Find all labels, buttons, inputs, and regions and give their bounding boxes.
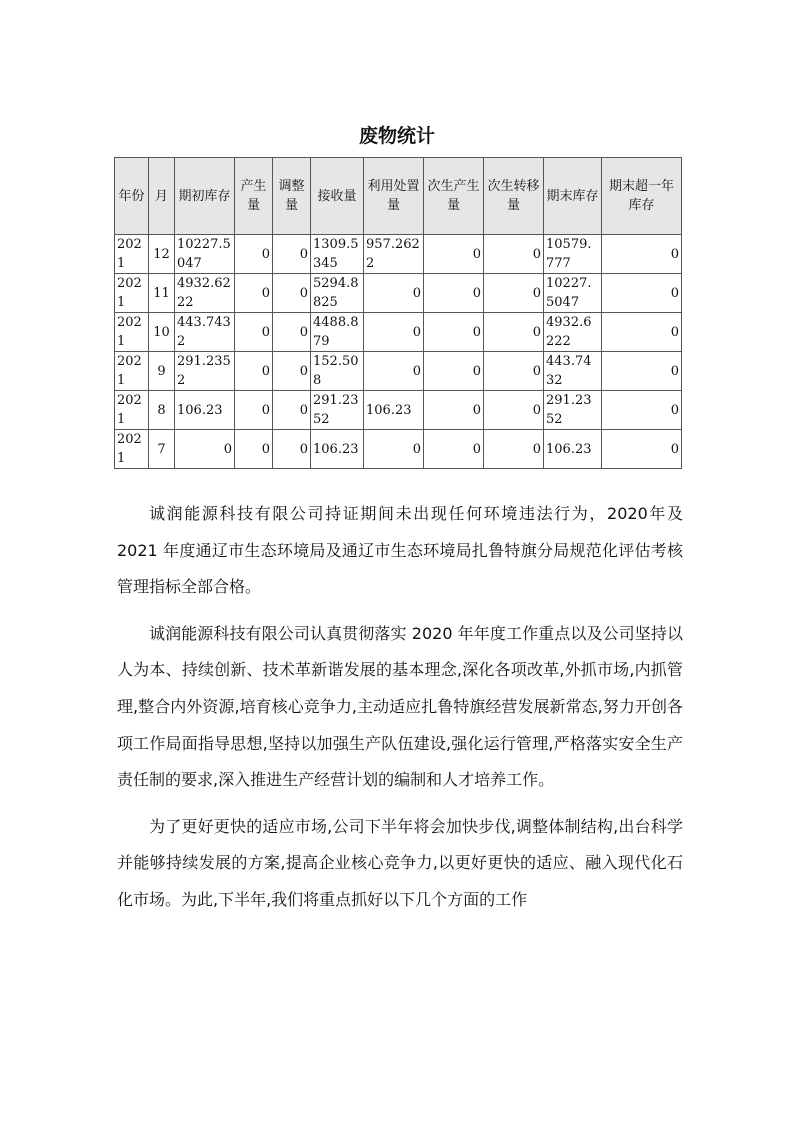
cell-produced: 0 bbox=[235, 352, 273, 391]
cell-adjusted: 0 bbox=[273, 235, 311, 274]
cell-received: 106.23 bbox=[311, 430, 364, 469]
cell-produced: 0 bbox=[235, 430, 273, 469]
cell-adjusted: 0 bbox=[273, 430, 311, 469]
cell-adjusted: 0 bbox=[273, 352, 311, 391]
header-utilized: 利用处置量 bbox=[364, 158, 424, 235]
header-year: 年份 bbox=[115, 158, 149, 235]
cell-secondary-transferred: 0 bbox=[484, 391, 544, 430]
cell-opening: 291.2352 bbox=[175, 352, 235, 391]
cell-utilized: 106.23 bbox=[364, 391, 424, 430]
cell-adjusted: 0 bbox=[273, 274, 311, 313]
cell-secondary-produced: 0 bbox=[424, 235, 484, 274]
cell-year: 2021 bbox=[115, 274, 149, 313]
cell-closing: 4932.6222 bbox=[544, 313, 602, 352]
cell-over-one-year: 0 bbox=[602, 313, 682, 352]
cell-produced: 0 bbox=[235, 274, 273, 313]
cell-month: 12 bbox=[149, 235, 175, 274]
cell-closing: 106.23 bbox=[544, 430, 602, 469]
cell-utilized: 0 bbox=[364, 274, 424, 313]
cell-produced: 0 bbox=[235, 235, 273, 274]
header-closing-stock: 期末库存 bbox=[544, 158, 602, 235]
cell-year: 2021 bbox=[115, 430, 149, 469]
cell-over-one-year: 0 bbox=[602, 391, 682, 430]
cell-year: 2021 bbox=[115, 313, 149, 352]
cell-opening: 106.23 bbox=[175, 391, 235, 430]
cell-secondary-transferred: 0 bbox=[484, 313, 544, 352]
cell-received: 1309.5345 bbox=[311, 235, 364, 274]
header-opening-stock: 期初库存 bbox=[175, 158, 235, 235]
paragraph-work-focus: 诚润能源科技有限公司认真贯彻落实 2020 年年度工作重点以及公司坚持以人为本、持续创新、技术革新谐发展的基本理念,深化各项改革,外抓市场,内抓管理,整合内外资源,培育核心竞争力,主动适应扎鲁特旗经营发展新常态,努力开创各项工作局面指导思想,坚持以加强生产队伍建设,强化运行管理,严格落实安全生产责任制的要求,深入推进生产经营计划的编制和人才培养工作。 bbox=[117, 623, 683, 790]
cell-secondary-transferred: 0 bbox=[484, 430, 544, 469]
cell-secondary-transferred: 0 bbox=[484, 352, 544, 391]
header-month: 月 bbox=[149, 158, 175, 235]
header-secondary-transferred: 次生转移量 bbox=[484, 158, 544, 235]
cell-opening: 10227.5047 bbox=[175, 235, 235, 274]
body-text bbox=[117, 496, 683, 929]
header-over-one-year: 期末超一年库存 bbox=[602, 158, 682, 235]
header-secondary-produced: 次生产生量 bbox=[424, 158, 484, 235]
cell-received: 4488.879 bbox=[311, 313, 364, 352]
cell-month: 11 bbox=[149, 274, 175, 313]
cell-secondary-produced: 0 bbox=[424, 391, 484, 430]
cell-closing: 291.2352 bbox=[544, 391, 602, 430]
cell-month: 8 bbox=[149, 391, 175, 430]
table-row bbox=[115, 235, 682, 274]
cell-over-one-year: 0 bbox=[602, 274, 682, 313]
waste-statistics-table bbox=[114, 157, 682, 469]
cell-received: 5294.8825 bbox=[311, 274, 364, 313]
cell-adjusted: 0 bbox=[273, 391, 311, 430]
cell-secondary-transferred: 0 bbox=[484, 274, 544, 313]
table-header-row bbox=[115, 158, 682, 235]
table-row bbox=[115, 391, 682, 430]
table-row bbox=[115, 352, 682, 391]
cell-month: 7 bbox=[149, 430, 175, 469]
cell-year: 2021 bbox=[115, 391, 149, 430]
table-row bbox=[115, 313, 682, 352]
cell-received: 152.508 bbox=[311, 352, 364, 391]
cell-year: 2021 bbox=[115, 352, 149, 391]
cell-received: 291.2352 bbox=[311, 391, 364, 430]
cell-utilized: 0 bbox=[364, 313, 424, 352]
cell-produced: 0 bbox=[235, 313, 273, 352]
header-received: 接收量 bbox=[311, 158, 364, 235]
cell-secondary-transferred: 0 bbox=[484, 235, 544, 274]
cell-opening: 4932.6222 bbox=[175, 274, 235, 313]
table-row bbox=[115, 274, 682, 313]
cell-over-one-year: 0 bbox=[602, 352, 682, 391]
page-title: 废物统计 bbox=[358, 125, 435, 147]
cell-month: 9 bbox=[149, 352, 175, 391]
cell-secondary-produced: 0 bbox=[424, 352, 484, 391]
cell-produced: 0 bbox=[235, 391, 273, 430]
cell-closing: 443.7432 bbox=[544, 352, 602, 391]
header-produced: 产生量 bbox=[235, 158, 273, 235]
paragraph-second-half-plan: 为了更好更快的适应市场,公司下半年将会加快步伐,调整体制结构,出台科学并能够持续发展的方案,提高企业核心竞争力,以更好更快的适应、融入现代化石化市场。为此,下半年,我们将重点抓好以下几个方面的工作 bbox=[117, 816, 683, 909]
table-row bbox=[115, 430, 682, 469]
cell-utilized: 957.2622 bbox=[364, 235, 424, 274]
cell-over-one-year: 0 bbox=[602, 430, 682, 469]
cell-month: 10 bbox=[149, 313, 175, 352]
cell-year: 2021 bbox=[115, 235, 149, 274]
cell-over-one-year: 0 bbox=[602, 235, 682, 274]
cell-closing: 10579.777 bbox=[544, 235, 602, 274]
cell-secondary-produced: 0 bbox=[424, 313, 484, 352]
cell-utilized: 0 bbox=[364, 352, 424, 391]
cell-adjusted: 0 bbox=[273, 313, 311, 352]
paragraph-compliance: 诚润能源科技有限公司持证期间未出现任何环境违法行为，2020年及 2021 年度通辽市生态环境局及通辽市生态环境局扎鲁特旗分局规范化评估考核管理指标全部合格。 bbox=[117, 504, 683, 597]
cell-secondary-produced: 0 bbox=[424, 274, 484, 313]
cell-opening: 0 bbox=[175, 430, 235, 469]
header-adjusted: 调整量 bbox=[273, 158, 311, 235]
cell-opening: 443.7432 bbox=[175, 313, 235, 352]
cell-secondary-produced: 0 bbox=[424, 430, 484, 469]
cell-closing: 10227.5047 bbox=[544, 274, 602, 313]
cell-utilized: 0 bbox=[364, 430, 424, 469]
